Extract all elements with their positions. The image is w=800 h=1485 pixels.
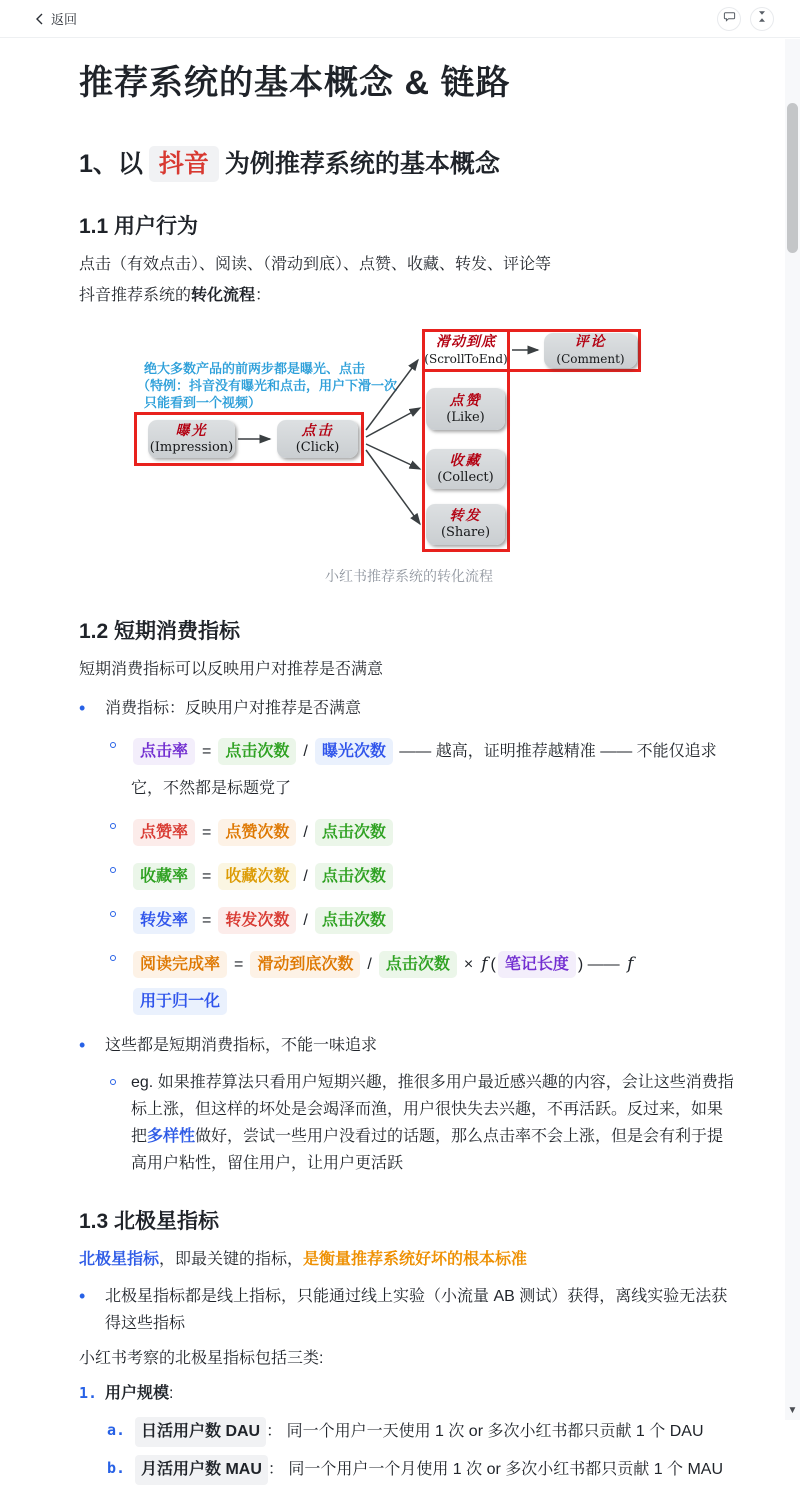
diversity-highlight: 多样性 <box>147 1128 196 1145</box>
number-marker: 1. <box>79 1384 98 1402</box>
token-clicks: 点击次数 <box>218 738 296 765</box>
section-1-3-heading: 1.3 北极星指标 <box>79 1210 220 1233</box>
circle-bullet-icon <box>107 732 131 807</box>
section-1-2-heading: 1.2 短期消费指标 <box>79 620 241 643</box>
collapse-icon <box>756 10 768 28</box>
ordered-item-a <box>107 1417 738 1447</box>
token-like-rate: 点赞率 <box>133 819 195 846</box>
flow-arrows <box>80 324 740 556</box>
flow-colon: ： <box>255 287 272 304</box>
collapse-button[interactable] <box>750 7 774 31</box>
section-1-heading <box>79 146 738 182</box>
top-bar <box>0 0 800 38</box>
letter-marker: a. <box>107 1421 126 1439</box>
circle-bullet-icon <box>107 857 131 895</box>
annotation-line-1: 绝大多数产品的前两步都是曝光、点击 <box>144 361 366 376</box>
equals-sign: = <box>202 868 212 885</box>
token-likes: 点赞次数 <box>218 819 296 846</box>
flow-bold: 转化流程 <box>191 287 256 304</box>
token-clicks: 点击次数 <box>315 907 393 934</box>
share-label-en: (Share) <box>440 525 491 540</box>
douyin-code-chip: 抖音 <box>149 146 219 182</box>
letter-marker: b. <box>107 1459 126 1477</box>
example-text: 做好，尝试一些用户没看过的话题，那么点击率不会上涨，但是会有利于提高用户粘性，留住用户，让用户更活跃 <box>131 1128 724 1172</box>
list-item <box>79 695 738 722</box>
comment-label-en: (Comment) <box>556 352 625 366</box>
token-impressions: 曝光次数 <box>315 738 393 765</box>
comment-button[interactable] <box>717 7 741 31</box>
share-label-zh: 转发 <box>449 508 482 524</box>
list-item <box>79 1283 738 1337</box>
section-1-post: 为例推荐系统的基本概念 <box>224 150 500 178</box>
token-share-rate: 转发率 <box>133 907 195 934</box>
s12-intro-paragraph: 短期消费指标可以反映用户对推荐是否满意 <box>79 661 384 678</box>
token-clicks: 点击次数 <box>379 951 457 978</box>
chevron-left-icon <box>35 13 44 25</box>
comment-icon <box>723 10 736 28</box>
colon: : <box>169 1385 174 1402</box>
dash: —— <box>587 956 620 973</box>
mau-code-chip: 月活用户数 MAU <box>135 1455 268 1485</box>
scrollbar-track[interactable] <box>785 39 800 1420</box>
three-types-paragraph: 小红书考察的北极星指标包括三类: <box>79 1350 324 1367</box>
list-item <box>107 732 738 807</box>
criterion-highlight: 是衡量推荐系统好坏的根本标准 <box>303 1251 528 1268</box>
equals-sign: = <box>202 824 212 841</box>
example-text: eg. 如果推荐算法只看用户短期兴趣，推很多用户最近感兴趣的内容，会让这些消费指标上涨，但这样的坏处是会竭泽而渔，用户很快失去兴趣，不再活跃。反过来，如果把 <box>131 1074 734 1145</box>
equals-sign: = <box>202 912 212 929</box>
math-f-symbol: f <box>481 954 488 974</box>
conversion-flow-figure <box>80 324 740 556</box>
bullet-text: 北极星指标都是线上指标，只能通过线上实验（小流量 AB 测试）获得，离线实验无法获得这些指标 <box>105 1288 728 1332</box>
bullet-icon: • <box>79 1035 86 1055</box>
ordered-item-1 <box>79 1380 738 1407</box>
formula-collect-rate <box>131 858 738 895</box>
token-note-length: 笔记长度 <box>498 951 576 978</box>
formula-like-rate <box>131 814 738 851</box>
token-normalize-note: 用于归一化 <box>133 988 227 1015</box>
slash-sign: / <box>303 824 308 841</box>
paren-close: ) <box>577 956 584 973</box>
ordered-item-b <box>107 1455 738 1485</box>
comment-label-zh: 评论 <box>574 334 607 350</box>
list-item <box>107 857 738 895</box>
token-shares: 转发次数 <box>218 907 296 934</box>
flow-text: 抖音推荐系统的 <box>79 287 192 304</box>
slash-sign: / <box>367 956 372 973</box>
annotation-line-3: 只能看到一个视频） <box>144 395 262 410</box>
token-ctr: 点击率 <box>133 738 195 765</box>
ordered-item-text <box>105 1380 738 1407</box>
scrollbar-thumb[interactable] <box>787 103 798 253</box>
token-collects: 收藏次数 <box>218 863 296 890</box>
list-item <box>79 1032 738 1059</box>
circle-bullet-icon <box>107 901 131 939</box>
click-label-zh: 点击 <box>301 422 334 439</box>
conversion-flow-paragraph <box>79 282 738 309</box>
collect-label-zh: 收藏 <box>449 452 482 469</box>
example-paragraph <box>131 1069 738 1177</box>
section-1-pre: 1、以 <box>79 150 143 178</box>
like-label-en: (Like) <box>446 409 485 425</box>
page-title: 推荐系统的基本概念 & 链路 <box>79 64 511 102</box>
impression-label-zh: 曝光 <box>175 422 208 439</box>
list-item <box>107 901 738 939</box>
circle-bullet-icon <box>107 945 131 1020</box>
formula-read-completion <box>131 946 738 1020</box>
dau-code-chip: 日活用户数 DAU <box>135 1417 266 1447</box>
bullet-icon: • <box>79 698 86 718</box>
topbar-actions <box>717 7 774 31</box>
list-item <box>107 813 738 851</box>
user-scale-bold: 用户规模 <box>105 1385 170 1402</box>
bullet-text: 消费指标：反映用户对推荐是否满意 <box>105 700 362 717</box>
formula-note: —— 越高，证明推荐越精准 —— 不能仅追求它，不然都是标题党了 <box>131 743 717 797</box>
north-star-highlight: 北极星指标 <box>79 1251 160 1268</box>
math-f-symbol: f <box>627 954 634 974</box>
equals-sign: = <box>234 956 244 973</box>
bullet-text: 这些都是短期消费指标，不能一味追求 <box>105 1037 378 1054</box>
token-clicks: 点击次数 <box>315 863 393 890</box>
dau-item-text <box>135 1417 738 1447</box>
slash-sign: / <box>303 868 308 885</box>
user-actions-paragraph: 点击（有效点击）、阅读、（滑动到底）、点赞、收藏、转发、评论等 <box>79 256 552 273</box>
impression-label-en: (Impression) <box>149 439 234 455</box>
collect-label-en: (Collect) <box>437 469 494 485</box>
north-star-lead <box>79 1246 738 1273</box>
formula-share-rate <box>131 902 738 939</box>
slash-sign: / <box>303 912 308 929</box>
slash-sign: / <box>303 743 308 760</box>
dau-description: ： 同一个用户一天使用 1 次 or 多次小红书都只贡献 1 个 DAU <box>266 1423 704 1440</box>
circle-bullet-icon <box>107 813 131 851</box>
mau-item-text <box>135 1455 738 1485</box>
mau-description: ： 同一个用户一个月使用 1 次 or 多次小红书都只贡献 1 个 MAU <box>267 1461 724 1478</box>
lead-text: ，即最关键的指标， <box>159 1251 304 1268</box>
bullet-icon: • <box>79 1286 86 1306</box>
circle-bullet-icon <box>107 1069 131 1177</box>
annotation-line-2: （特例：抖音没有曝光和点击，用户下滑一次 <box>137 378 398 393</box>
list-item <box>107 945 738 1020</box>
scroll-down-arrow-icon[interactable]: ▼ <box>787 1405 798 1416</box>
token-clicks: 点击次数 <box>315 819 393 846</box>
token-read-rate: 阅读完成率 <box>133 951 227 978</box>
list-item <box>107 1069 738 1177</box>
click-label-en: (Click) <box>295 439 340 455</box>
figure-caption: 小红书推荐系统的转化流程 <box>325 568 493 584</box>
back-label: 返回 <box>51 12 78 27</box>
back-button[interactable] <box>35 9 77 28</box>
like-label-zh: 点赞 <box>449 392 482 409</box>
paren-open: ( <box>490 956 496 973</box>
formula-ctr <box>131 733 738 807</box>
section-1-1-heading: 1.1 用户行为 <box>79 215 199 238</box>
document-body <box>0 38 800 1485</box>
scroll-label-en: (ScrollToEnd) <box>424 351 508 366</box>
token-scroll-count: 滑动到底次数 <box>250 951 360 978</box>
scroll-label-zh: 滑动到底 <box>436 333 496 350</box>
token-collect-rate: 收藏率 <box>133 863 195 890</box>
times-sign: × <box>463 956 474 973</box>
equals-sign: = <box>202 743 212 760</box>
